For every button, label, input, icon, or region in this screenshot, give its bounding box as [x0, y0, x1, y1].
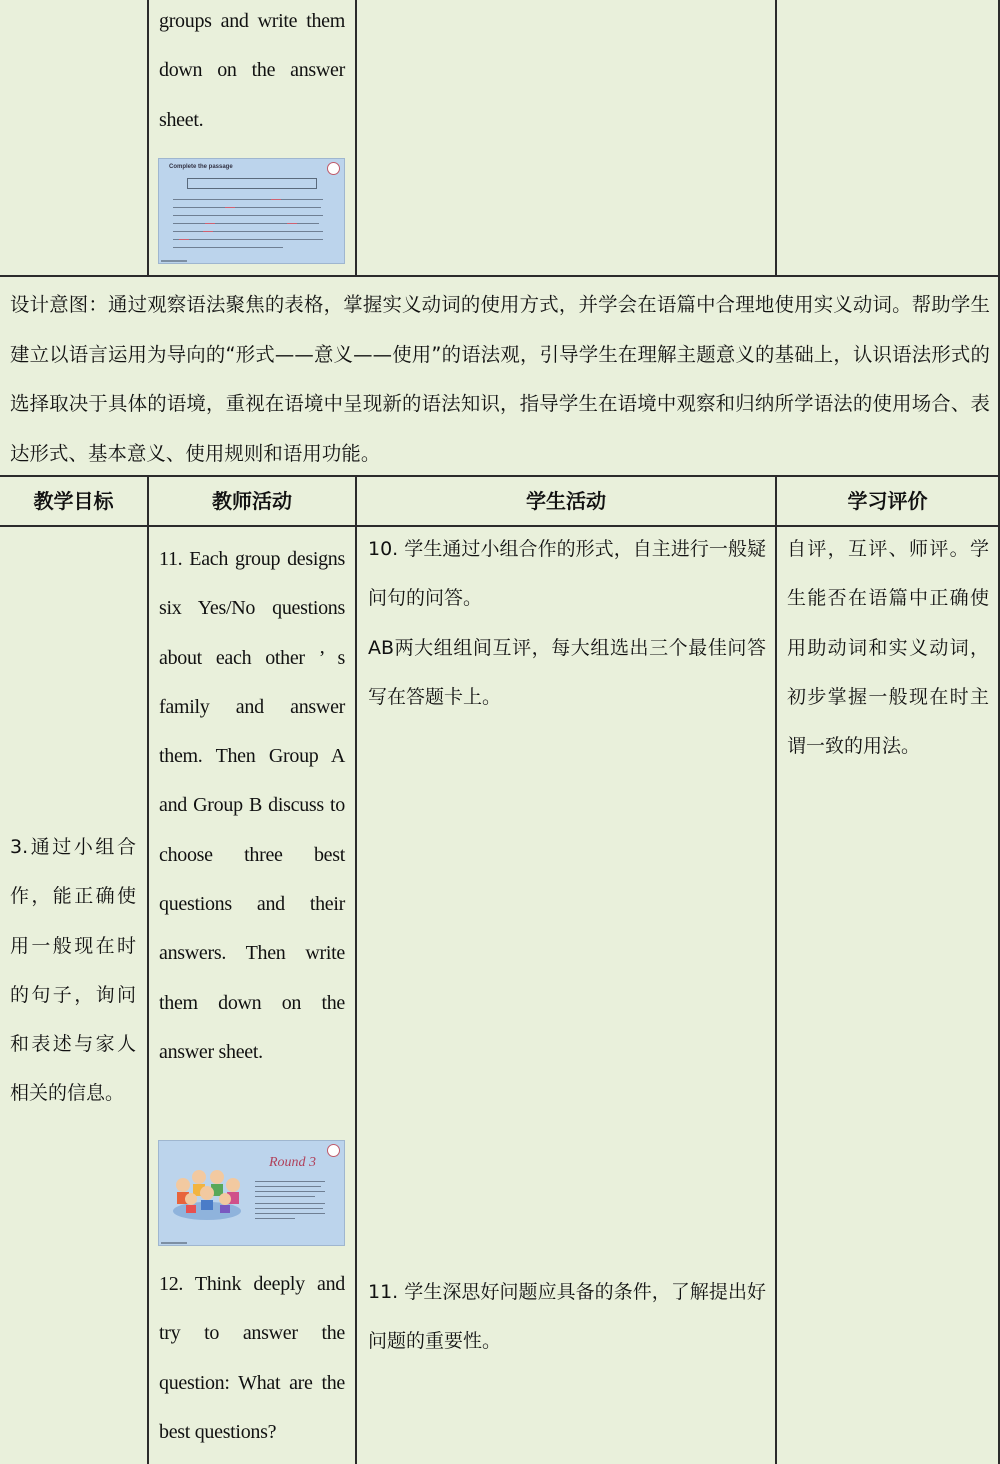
- student-activity-10: 10. 学生通过小组合作的形式，自主进行一般疑问句的问答。: [368, 538, 766, 610]
- slide-title-round-3: Round 3: [269, 1155, 317, 1170]
- close-icon: [327, 1144, 340, 1157]
- header-learning-evaluation: 学习评价: [847, 489, 928, 513]
- teaching-goal-text: 3.通过小组合作，能正确使用一般现在时的句子，询问和表述与家人相关的信息。: [10, 836, 136, 1105]
- grid-line: [775, 0, 777, 276]
- teacher-activity-12: 12. Think deeply and try to answer the question: What are the best questions?: [159, 1273, 345, 1443]
- header-teaching-goal: 教学目标: [33, 489, 114, 513]
- grid-line: [355, 476, 357, 1464]
- design-intent-paragraph: [10, 280, 990, 478]
- kids-group-illustration: [167, 1163, 247, 1223]
- header-teacher-activity: 教师活动: [212, 489, 292, 513]
- word-bank-box: [187, 178, 317, 189]
- teacher-activity-11: 11. Each group designs six Yes/No questions about each other ’ s family and answer them. Then Group A and Group B discuss to choose three best questions and their answers. Then write them down on the answer sheet.: [159, 548, 345, 1063]
- close-icon: [327, 162, 340, 175]
- grid-line: [0, 275, 1000, 277]
- design-intent-label: 设计意图：: [10, 293, 109, 316]
- learning-evaluation-text: 自评，互评、师评。学生能否在语篇中正确使用助动词和实义动词，初步掌握一般现在时主谓一致的用法。: [787, 538, 989, 758]
- teacher-activity-text-top: groups and write them down on the answer sheet.: [159, 10, 345, 131]
- slide-title: Complete the passage: [169, 164, 233, 170]
- grid-line: [775, 476, 777, 1464]
- design-intent-text: 通过观察语法聚焦的表格，掌握实义动词的使用方式，并学会在语篇中合理地使用实义动词。帮助学生建立以语言运用为导向的“形式——意义——使用”的语法观，引导学生在理解主题意义的基础上，认识语法形式的选择取决于具体的语境，重视在语境中呈现新的语法知识，指导学生在语境中观察和归纳所学语法的使用场合、表达形式、基本意义、使用规则和语用功能。: [10, 293, 991, 465]
- student-activity-10-evaluation: AB两大组组间互评，每大组选出三个最佳问答写在答题卡上。: [368, 637, 766, 709]
- grid-line: [355, 0, 357, 276]
- slide-thumbnail-complete-passage: [158, 158, 345, 264]
- grid-line: [147, 476, 149, 1464]
- slide-thumbnail-round-3: [158, 1140, 345, 1246]
- grid-line: [147, 0, 149, 276]
- header-student-activity: 学生活动: [526, 489, 606, 513]
- student-activity-11: 11. 学生深思好问题应具备的条件，了解提出好问题的重要性。: [368, 1281, 766, 1353]
